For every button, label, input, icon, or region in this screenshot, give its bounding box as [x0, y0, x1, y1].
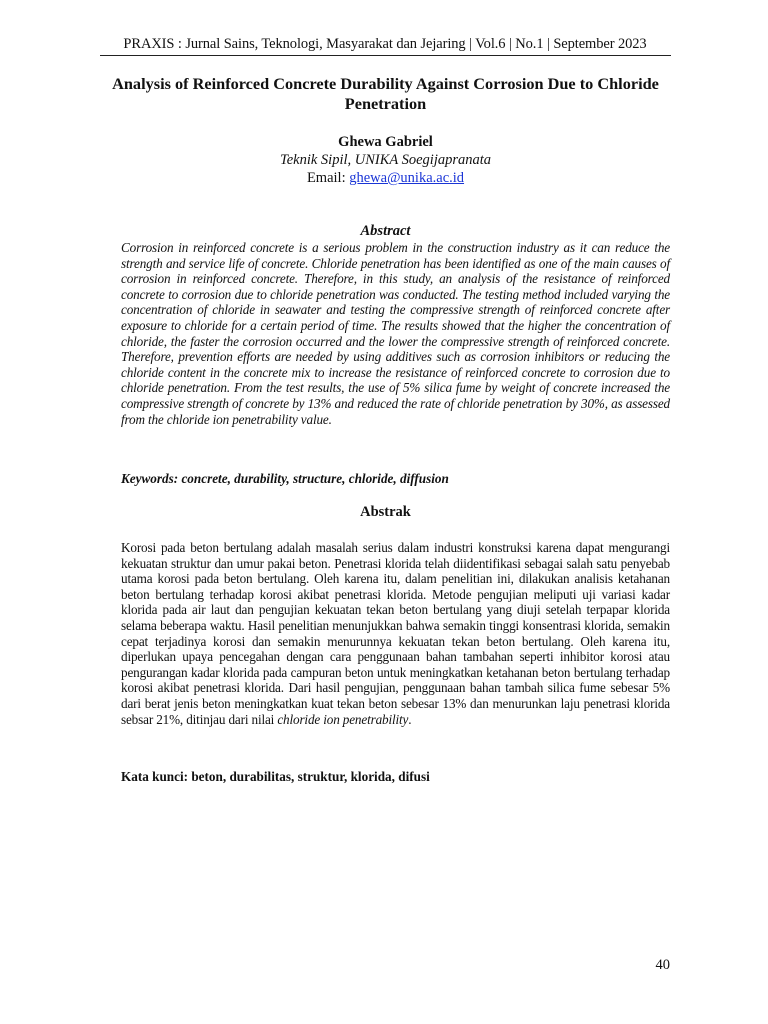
abstract-english-body: Corrosion in reinforced concrete is a serious problem in the construction industry as it can reduce the strength and service life of concrete. Chloride penetration has been identified as one of the main causes of corrosion in reinforced concrete. Therefore, in this study, an analysis of the resistance of reinforced concrete to corrosion due to chloride penetration was conducted. The testing method included varying the concentration of chloride in seawater and testing the compressive strength of reinforced concrete after exposure to chloride for a certain period of time. The results showed that the higher the concentration of chloride, the faster the corrosion occurred and the lower the compressive strength of reinforced concrete. Therefore, prevention efforts are needed by using additives such as corrosion inhibitors or reducing the chloride content in the concrete mix to increase the resistance of reinforced concrete to corrosion due to chloride penetration. From the test results, the use of 5% silica fume by weight of concrete increased the compressive strength of concrete by 13% and reduced the rate of chloride penetration by 30%, as assessed from the chloride ion penetrability value.	[121, 240, 670, 427]
author-name: Ghewa Gabriel	[338, 134, 433, 150]
email-link[interactable]: ghewa@unika.ac.id	[349, 170, 465, 186]
email-label: Email:	[306, 170, 350, 186]
author-email-line	[100, 169, 671, 187]
header-rule	[100, 55, 671, 56]
page-number: 40	[655, 957, 670, 973]
keywords-indonesian: Kata kunci: beton, durabilitas, struktur, klorida, difusi	[121, 769, 430, 784]
abstract-heading: Abstract	[360, 223, 411, 239]
author-block	[100, 133, 671, 187]
paper-title: Analysis of Reinforced Concrete Durability Against Corrosion Due to Chloride Penetration	[112, 74, 659, 113]
author-affiliation: Teknik Sipil, UNIKA Soegijapranata	[279, 152, 492, 168]
abstrak-body-text: Korosi pada beton bertulang adalah masalah serius dalam industri konstruksi karena dapat mengurangi kekuatan struktur dan umur pakai beton. Penetrasi klorida telah diidentifikasi sebagai salah satu penyebab utama korosi pada beton bertulang. Oleh karena itu, dalam penelitian ini, dilakukan analisis ketahanan beton bertulang terhadap korosi akibat penetrasi klorida. Metode pengujian meliputi uji variasi kadar klorida pada air laut dan pengujian kekuatan tekan beton bertulang yang diuji setelah terpapar klorida selama beberapa waktu. Hasil penelitian menunjukkan bahwa semakin tinggi konsentrasi klorida, semakin cepat terjadinya korosi dan semakin menurunnya kekuatan tekan beton bertulang. Oleh karena itu, diperlukan upaya pencegahan dengan cara penggunaan bahan tambahan seperti inhibitor korosi atau pengurangan kadar klorida pada campuran beton untuk meningkatkan ketahanan beton bertulang terhadap korosi akibat penetrasi klorida. Dari hasil pengujian, penggunaan bahan tambah silica fume sebesar 5% dari berat jenis beton meningkatkan kuat tekan beton sebesar 13% dan menurunkan laju penetrasi klorida sebsar 21%, ditinjau dari nilai	[121, 540, 670, 727]
abstract-indonesian-body	[121, 540, 670, 727]
keywords-english: Keywords: concrete, durability, structure, chloride, diffusion	[121, 471, 449, 486]
running-header: PRAXIS : Jurnal Sains, Teknologi, Masyarakat dan Jejaring | Vol.6 | No.1 | September 2023	[123, 36, 647, 52]
abstrak-body-end: .	[408, 711, 412, 727]
abstrak-italic-term: chloride ion penetrability	[277, 711, 409, 727]
abstrak-heading: Abstrak	[360, 504, 411, 520]
